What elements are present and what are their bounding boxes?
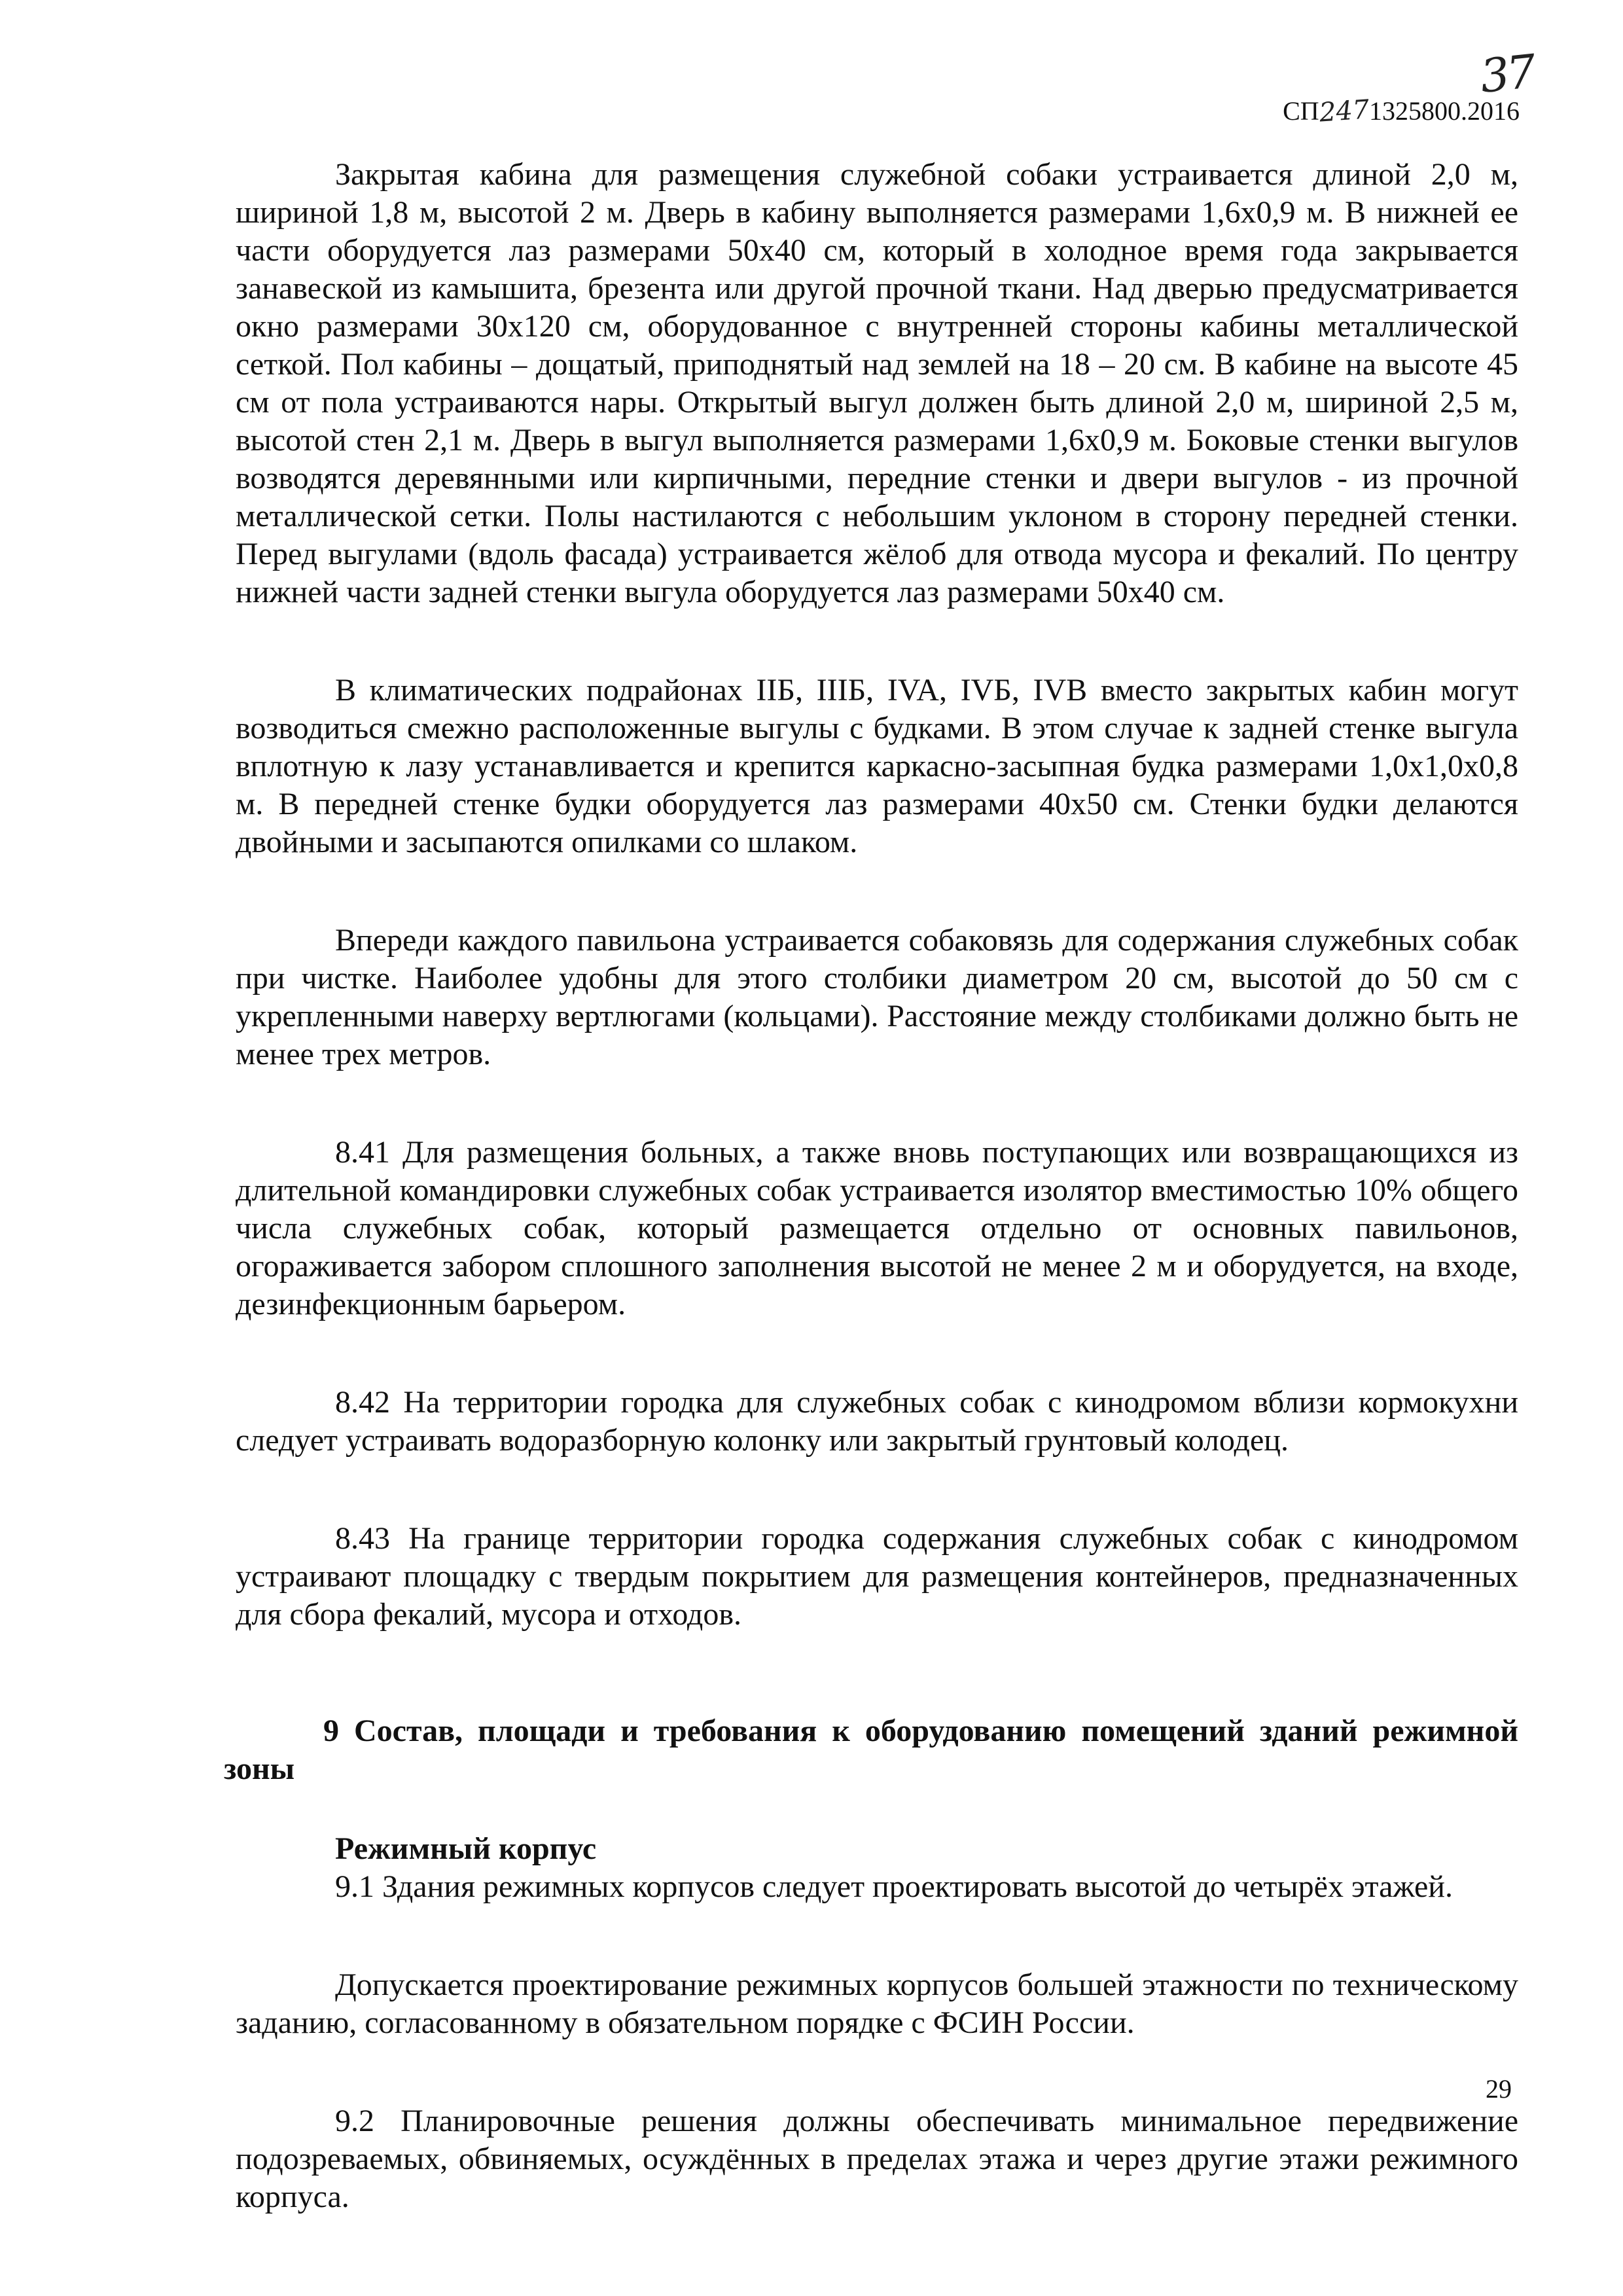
paragraph-8-41: 8.41 Для размещения больных, а также вновь поступающих или возвращающихся из длительной командировки служебных собак устраивается изолятор вместимостью 10% общего числа служебных собак, который размещается отдельно от основных павильонов, огораживается забором сплошного заполнения высотой не менее 2 м и оборудуется, на входе, дезинфекционным барьером. xyxy=(236,1135,1518,1321)
section-heading-9: 9 Состав, площади и требования к оборудованию помещений зданий режимной зоны xyxy=(224,1713,1518,1786)
doc-code-handwritten: 247 xyxy=(1318,94,1370,128)
handwritten-page-number: 37 xyxy=(1477,44,1537,104)
paragraph-8-43: 8.43 На границе территории городка содержания служебных собак с кинодромом устраивают площадку с твердым покрытием для размещения контейнеров, предназначенных для сбора фекалий, мусора и отходов. xyxy=(236,1521,1518,1632)
doc-code-prefix: СП xyxy=(1283,96,1319,126)
paragraph-8-42: 8.42 На территории городка для служебных собак с кинодромом вблизи кормокухни следует устраивать водоразборную колонку или закрытый грунтовый колодец. xyxy=(236,1385,1518,1458)
subheading-regime-building: Режимный корпус xyxy=(335,1831,597,1866)
paragraph-climate-subregions: В климатических подрайонах IIБ, IIIБ, IVA, IVБ, IVB вместо закрытых кабин могут возводиться смежно расположенные выгулы с будками. В этом случае к задней стенке выгула вплотную к лазу устанавливается и крепится каркасно-засыпная будка размерами 1,0х1,0х0,8 м. В передней стенке будки оборудуется лаз размерами 40х50 см. Стенки будки делаются двойными и засыпаются опилками со шлаком. xyxy=(236,673,1518,859)
document-body xyxy=(224,156,1518,2216)
paragraph-higher-floors: Допускается проектирование режимных корпусов большей этажности по техническому заданию, согласованному в обязательном порядке с ФСИН России. xyxy=(236,1967,1518,2040)
doc-code-suffix: 1325800.2016 xyxy=(1369,96,1520,126)
paragraph-kennel-cabin: Закрытая кабина для размещения служебной собаки устраивается длиной 2,0 м, шириной 1,8 м, высотой 2 м. Дверь в кабину выполняется размерами 1,6х0,9 м. В нижней ее части оборудуется лаз размерами 50х40 см, который в холодное время года закрывается занавеской из камышита, брезента или другой прочной ткани. Над дверью предусматривается окно размерами 30х120 см, оборудованное с внутренней стороны кабины металлической сеткой. Пол кабины – дощатый, приподнятый над землей на 18 – 20 см. В кабине на высоте 45 см от пола устраиваются нары. Открытый выгул должен быть длиной 2,0 м, шириной 2,5 м, высотой стен 2,1 м. Дверь в выгул выполняется размерами 1,6х0,9 м. Боковые стенки выгулов возводятся деревянными или кирпичными, передние стенки и двери выгулов - из прочной металлической сетки. Полы настилаются с небольшим уклоном в сторону передней стенки. Перед выгулами (вдоль фасада) устраивается жёлоб для отвода мусора и фекалий. По центру нижней части задней стенки выгула оборудуется лаз размерами 50х40 см. xyxy=(236,157,1518,609)
paragraph-dog-tether: Впереди каждого павильона устраивается собаковязь для содержания служебных собак при чистке. Наиболее удобны для этого столбики диаметром 20 см, высотой до 50 см с укрепленными наверху вертлюгами (кольцами). Расстояние между столбиками должно быть не менее трех метров. xyxy=(236,923,1518,1071)
paragraph-9-1: 9.1 Здания режимных корпусов следует проектировать высотой до четырёх этажей. xyxy=(335,1869,1453,1904)
page-number: 29 xyxy=(1486,2074,1512,2104)
document-code xyxy=(1283,96,1520,126)
paragraph-9-2: 9.2 Планировочные решения должны обеспечивать минимальное передвижение подозреваемых, обвиняемых, осуждённых в пределах этажа и через другие этажи режимного корпуса. xyxy=(236,2104,1518,2214)
